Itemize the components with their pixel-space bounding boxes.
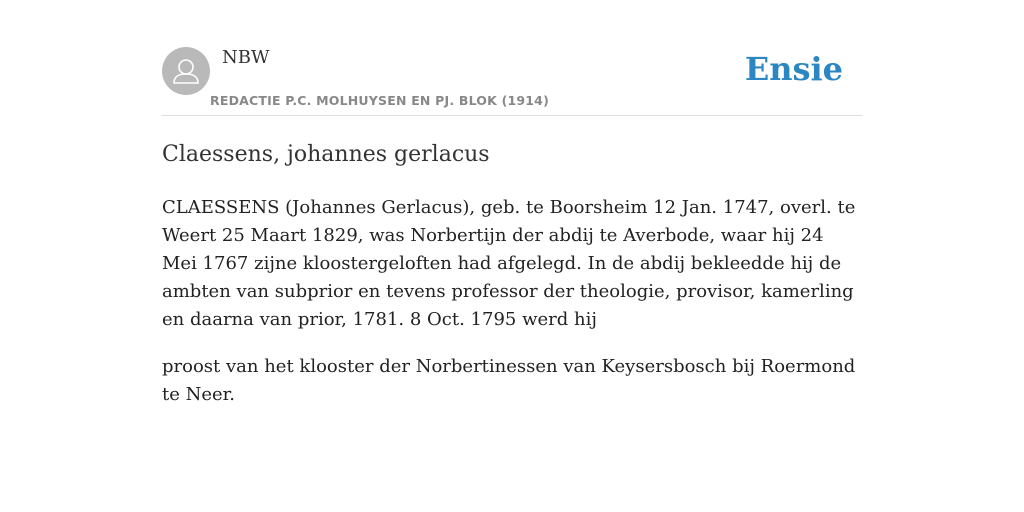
source-name[interactable]: NBW	[222, 47, 270, 68]
source-header	[162, 0, 862, 116]
article-paragraph: CLAESSENS (Johannes Gerlacus), geb. te Boorsheim 12 Jan. 1747, overl. te Weert 25 Maart 1829, was Norbertijn der abdij te Averbode, waar hij 24 Mei 1767 zijne kloostergeloften had afgelegd. In de abdij bekleedde hij de ambten van subprior en tevens professor der theologie, provisor, kamerling en daarna van prior, 1781. 8 Oct. 1795 werd hij	[162, 197, 856, 330]
article-paragraph: proost van het klooster der Norbertinessen van Keysersbosch bij Roermond te Neer.	[162, 356, 856, 405]
ensie-logo[interactable]: Ensie	[744, 50, 843, 88]
source-editors: REDACTIE P.C. MOLHUYSEN EN PJ. BLOK (1914)	[210, 93, 549, 108]
page-container	[162, 0, 862, 409]
article-title: Claessens, johannes gerlacus	[162, 142, 490, 167]
user-icon[interactable]	[162, 47, 210, 95]
